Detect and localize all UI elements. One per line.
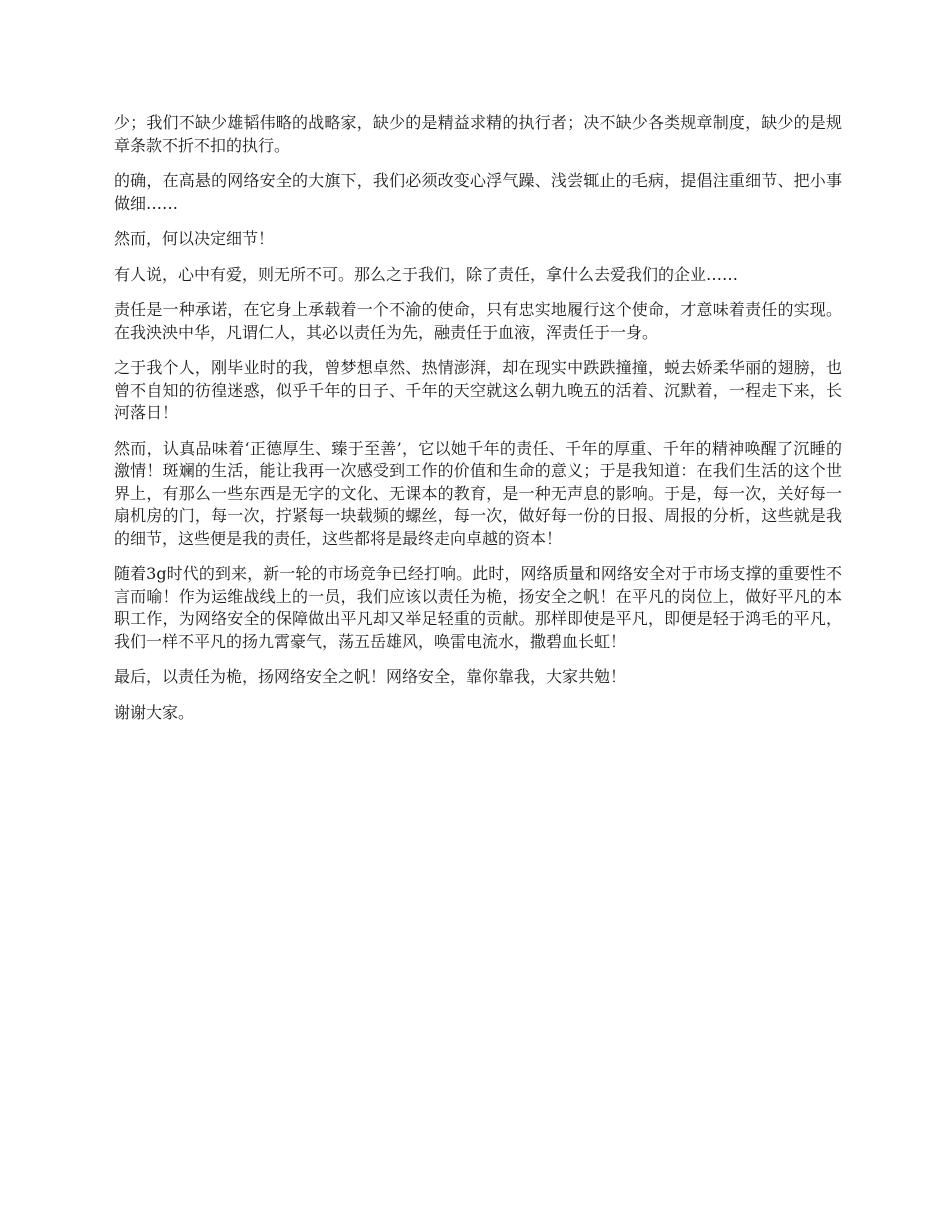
- paragraph: 最后，以责任为桅，扬网络安全之帆！网络安全，靠你靠我，大家共勉！: [114, 667, 627, 686]
- paragraph: 责任是一种承诺，在它身上承载着一个不渝的使命，只有忠实地履行这个使命，才意味着责任的实现。在我泱泱中华，凡谓仁人，其必以责任为先，融责任于血液，浑责任于一身。: [114, 300, 842, 342]
- paragraph: 然而，何以决定细节！: [114, 229, 275, 248]
- paragraph: 谢谢大家。: [114, 702, 195, 722]
- paragraph: 有人说，心中有爱，则无所不可。那么之于我们，除了责任，拿什么去爱我们的企业……: [114, 264, 739, 284]
- paragraph: 随着3g时代的到来，新一轮的市场竞争已经打响。此时，网络质量和网络安全对于市场支撑的重要性不言而喻！作为运维战线上的一员，我们应该以责任为桅，扬安全之帆！在平凡的岗位上，做好平凡的本职工作，为网络安全的保障做出平凡却又举足轻重的贡献。那样即使是平凡，即便是轻于鸿毛的平凡，我们一样不平凡的扬九霄豪气，荡五岳雄风，唤雷电流水，撒碧血长虹！: [114, 564, 842, 651]
- paragraph: 的确，在高悬的网络安全的大旗下，我们必须改变心浮气躁、浅尝辄止的毛病，提倡注重细节、把小事做细……: [114, 171, 842, 213]
- paragraph: 然而，认真品味着‘正德厚生、臻于至善’，它以她千年的责任、千年的厚重、千年的精神唤醒了沉睡的激情！斑斓的生活，能让我再一次感受到工作的价值和生命的意义；于是我知道：在我们生活的这个世界上，有那么一些东西是无字的文化、无课本的教育，是一种无声息的影响。于是，每一次，关好每一扇机房的门，每一次，拧紧每一块载频的螺丝，每一次，做好每一份的日报、周报的分析，这些就是我的细节，这些便是我的责任，这些都将是最终走向卓越的资本！: [114, 438, 842, 548]
- paragraph: 之于我个人，刚毕业时的我，曾梦想卓然、热情澎湃，却在现实中跌跌撞撞，蜕去娇柔华丽的翅膀，也曾不自知的彷徨迷惑，似乎千年的日子、千年的天空就这么朝九晚五的活着、沉默着，一程走下来，长河落日！: [114, 358, 842, 422]
- document-body: [114, 112, 842, 737]
- paragraph: 少；我们不缺少雄韬伟略的战略家，缺少的是精益求精的执行者；决不缺少各类规章制度，缺少的是规章条款不折不扣的执行。: [114, 113, 842, 155]
